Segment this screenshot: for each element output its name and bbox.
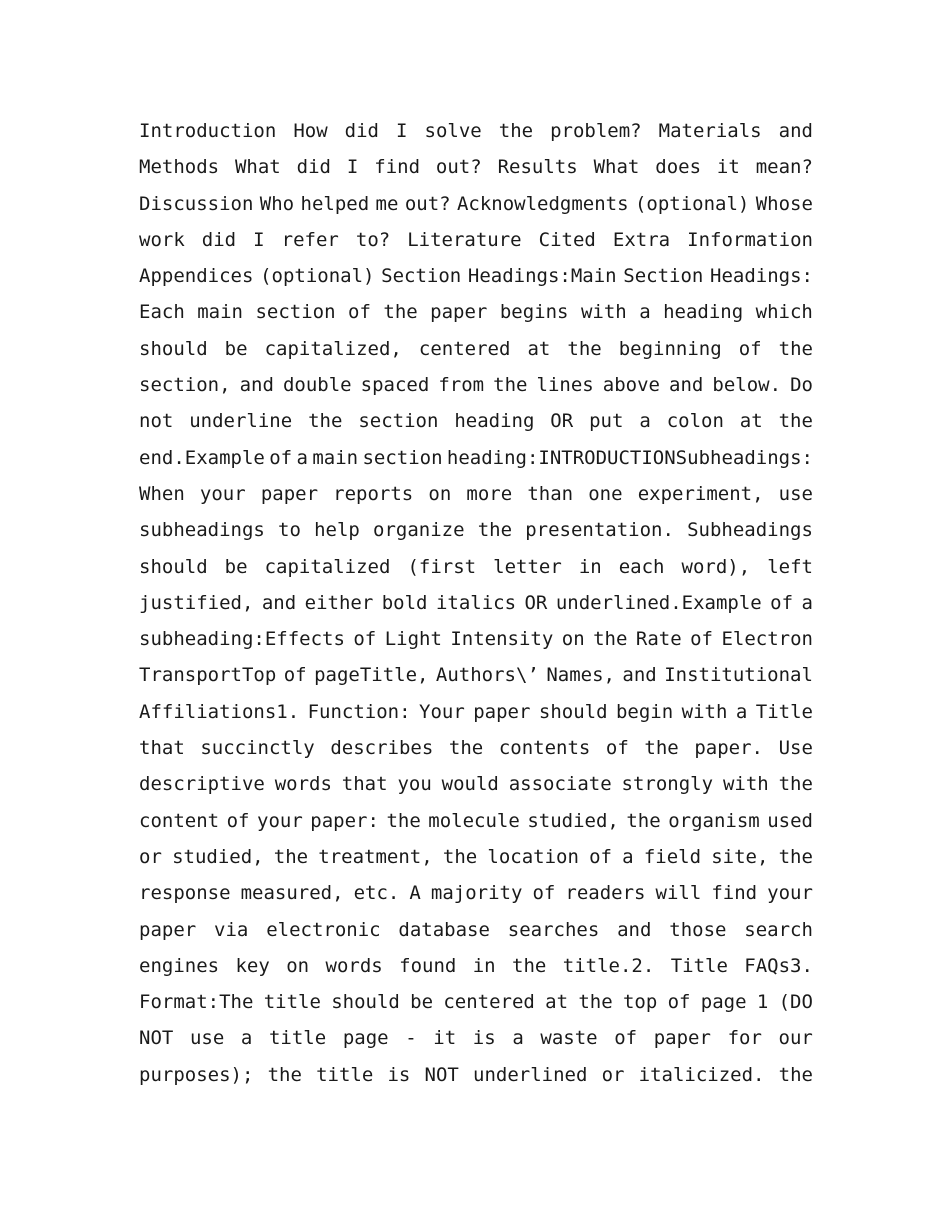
word: Light xyxy=(384,628,442,651)
word: A xyxy=(409,882,421,905)
word: a xyxy=(296,446,308,469)
word: words xyxy=(274,773,332,796)
word: a xyxy=(801,591,813,614)
word: more xyxy=(466,482,513,505)
word: section, xyxy=(139,374,231,397)
word: colon xyxy=(666,410,724,433)
word: your xyxy=(199,482,246,505)
word: lines xyxy=(536,374,594,397)
text-line xyxy=(139,476,813,512)
word: the xyxy=(778,773,813,796)
word: Use xyxy=(778,737,813,760)
word: double xyxy=(282,374,352,397)
word: help xyxy=(314,519,360,542)
word: Information xyxy=(687,228,813,251)
word: (first xyxy=(407,555,477,578)
word: I xyxy=(396,120,408,142)
word: studied, xyxy=(527,809,619,832)
word: of xyxy=(589,845,612,868)
word: which xyxy=(755,301,813,324)
word: What xyxy=(593,156,640,179)
word: letter xyxy=(493,555,562,578)
word: put xyxy=(589,410,624,433)
word: of xyxy=(770,591,794,614)
text-line xyxy=(139,258,813,294)
word: and xyxy=(622,664,657,687)
word: of xyxy=(605,737,629,760)
word: response xyxy=(139,882,231,905)
word: Intensity xyxy=(450,628,554,651)
text-line xyxy=(139,657,813,693)
word: refer xyxy=(281,228,339,251)
text-line xyxy=(139,149,813,185)
word: on xyxy=(561,628,585,651)
word: or xyxy=(139,845,162,868)
text-line xyxy=(139,621,813,657)
word: Title xyxy=(670,954,728,977)
text-line xyxy=(139,1020,813,1056)
word: the xyxy=(578,991,613,1014)
word: Each xyxy=(139,301,185,324)
word: should xyxy=(331,991,400,1014)
word: should xyxy=(139,337,208,360)
word: contents xyxy=(498,737,591,760)
word: of xyxy=(348,301,371,324)
word: of xyxy=(532,882,556,905)
word: section xyxy=(255,301,336,324)
word: of xyxy=(690,628,713,651)
word: Affiliations1. xyxy=(139,700,300,723)
word: those xyxy=(669,918,727,941)
word: Headings: xyxy=(710,265,813,288)
word: and xyxy=(669,374,704,397)
word: it xyxy=(433,1027,457,1050)
word: descriptive xyxy=(139,773,265,796)
word: use xyxy=(778,482,813,505)
word: or xyxy=(601,1063,625,1086)
word: the xyxy=(778,1063,813,1086)
word: (optional) xyxy=(260,265,375,288)
word: Introduction xyxy=(139,120,277,142)
word: Cited xyxy=(538,228,596,251)
word: on xyxy=(428,482,452,505)
text-line xyxy=(139,549,813,585)
word: work xyxy=(139,228,185,251)
word: subheadings xyxy=(139,519,265,542)
word: readers xyxy=(565,882,646,905)
word: is xyxy=(472,1027,496,1050)
word: When xyxy=(139,482,185,505)
word: to? xyxy=(355,228,391,251)
word: Extra xyxy=(612,228,671,251)
word: the xyxy=(778,410,813,433)
word: heading xyxy=(663,301,744,324)
word: italicized. xyxy=(638,1063,765,1086)
word: content xyxy=(139,809,220,832)
word: of xyxy=(269,446,293,469)
word: Materials xyxy=(658,120,762,142)
word: - xyxy=(405,1027,417,1050)
word: title.2. xyxy=(562,954,655,977)
word: NOT xyxy=(424,1063,459,1086)
word: Rate xyxy=(635,628,682,651)
word: purposes); xyxy=(139,1063,254,1086)
word: via xyxy=(214,918,249,941)
word: either xyxy=(304,591,374,614)
word: heading xyxy=(454,410,535,433)
word: the xyxy=(644,737,679,760)
word: measured, xyxy=(240,882,344,905)
word: a xyxy=(639,301,651,324)
word: a xyxy=(735,700,748,723)
word: Discussion xyxy=(139,192,254,215)
word: the xyxy=(498,120,534,142)
text-line xyxy=(139,186,813,222)
word: the xyxy=(493,374,528,397)
word: of xyxy=(738,337,762,360)
word: did xyxy=(201,228,237,251)
word: waste xyxy=(540,1027,598,1050)
word: Subheadings xyxy=(687,519,813,542)
word: title xyxy=(316,1063,374,1086)
word: used xyxy=(767,809,813,832)
word: a xyxy=(240,1027,253,1050)
word: the xyxy=(442,845,478,868)
word: you xyxy=(397,773,432,796)
word: top xyxy=(622,991,658,1014)
word: section xyxy=(358,410,439,433)
word: the xyxy=(567,337,602,360)
word: the xyxy=(778,845,813,868)
word: underlined.Example xyxy=(555,591,762,614)
word: Acknowledgments xyxy=(456,192,629,215)
word: out? xyxy=(435,156,482,179)
word: of xyxy=(226,809,250,832)
word: be xyxy=(224,337,248,360)
word: a xyxy=(639,410,651,433)
word: I xyxy=(346,156,359,179)
word: and xyxy=(617,918,652,941)
text-line xyxy=(139,730,813,766)
word: Names, xyxy=(546,664,615,687)
word: your xyxy=(257,809,303,832)
word: does xyxy=(655,156,702,179)
word: OR xyxy=(550,410,574,433)
word: me xyxy=(375,192,399,215)
word: TransportTop xyxy=(139,664,277,687)
word: Literature xyxy=(407,228,522,251)
word: beginning xyxy=(618,337,722,360)
word: did xyxy=(296,156,331,179)
word: Format:The xyxy=(139,991,254,1014)
word: experiment, xyxy=(637,482,764,505)
word: 1 xyxy=(756,991,769,1014)
text-line xyxy=(139,440,813,476)
word: the xyxy=(778,337,813,360)
word: at xyxy=(545,991,569,1014)
word: page xyxy=(342,1027,389,1050)
word: the xyxy=(308,410,343,433)
text-line xyxy=(139,766,813,802)
word: that xyxy=(139,737,185,760)
word: Headings:Main xyxy=(467,265,617,288)
word: search xyxy=(744,918,813,941)
word: the xyxy=(267,1063,302,1086)
word: spaced xyxy=(360,374,430,397)
word: in xyxy=(472,954,496,977)
word: searches xyxy=(507,918,600,941)
word: with xyxy=(580,301,627,324)
text-line xyxy=(139,948,813,984)
text-line xyxy=(139,331,813,367)
word: will xyxy=(655,882,702,905)
word: should xyxy=(139,555,208,578)
word: the xyxy=(593,628,628,651)
word: paper xyxy=(139,918,197,941)
word: page xyxy=(700,991,747,1014)
word: of xyxy=(667,991,691,1014)
word: helped xyxy=(300,192,370,215)
word: a xyxy=(622,845,634,868)
word: (optional) xyxy=(634,192,750,215)
word: find xyxy=(374,156,421,179)
text-line xyxy=(139,694,813,730)
word: database xyxy=(398,918,490,941)
word: of xyxy=(283,664,307,687)
word: (DO xyxy=(778,991,813,1014)
word: italics xyxy=(435,591,517,614)
word: underline xyxy=(189,410,293,433)
word: associate xyxy=(508,773,612,796)
word: centered xyxy=(443,991,535,1014)
word: justified, xyxy=(139,591,254,614)
text-line xyxy=(139,803,813,839)
word: How xyxy=(293,120,328,142)
word: solve xyxy=(424,120,482,142)
word: word), xyxy=(681,555,751,578)
word: main xyxy=(312,446,359,469)
word: Your xyxy=(419,700,465,723)
word: Title xyxy=(755,700,813,723)
word: Section xyxy=(623,265,704,288)
word: paper. xyxy=(694,737,763,760)
text-line xyxy=(139,912,813,948)
word: Who xyxy=(259,192,295,215)
word: paper: xyxy=(310,809,379,832)
word: NOT xyxy=(139,1027,174,1050)
word: FAQs3. xyxy=(744,954,813,977)
word: on xyxy=(286,954,310,977)
word: Whose xyxy=(755,192,813,215)
word: paper xyxy=(653,1027,711,1050)
word: it xyxy=(716,156,740,179)
text-line xyxy=(139,512,813,548)
word: mean? xyxy=(755,156,813,179)
word: a xyxy=(512,1027,524,1050)
word: above xyxy=(602,374,660,397)
word: the xyxy=(448,737,484,760)
word: would xyxy=(441,773,499,796)
word: engines xyxy=(139,954,220,977)
text-line xyxy=(139,113,813,149)
word: paper xyxy=(260,482,319,505)
word: begin xyxy=(615,700,674,723)
word: underlined xyxy=(473,1063,588,1086)
body-text xyxy=(139,113,813,1093)
word: Electron xyxy=(721,628,813,651)
text-line xyxy=(139,1057,813,1093)
word: subheading:Effects xyxy=(139,628,345,651)
word: of xyxy=(353,628,377,651)
word: centered xyxy=(418,337,511,360)
text-line xyxy=(139,367,813,403)
word: to xyxy=(278,519,301,542)
word: below. xyxy=(712,374,782,397)
word: begins xyxy=(499,301,569,324)
word: at xyxy=(527,337,551,360)
word: our xyxy=(778,1027,813,1050)
word: molecule xyxy=(428,809,520,832)
word: capitalized xyxy=(264,555,391,578)
word: majority xyxy=(430,882,523,905)
word: end.Example xyxy=(139,446,265,469)
word: be xyxy=(410,991,434,1014)
word: problem? xyxy=(550,120,642,142)
word: OR xyxy=(524,591,548,614)
word: describes xyxy=(330,737,434,760)
word: reports xyxy=(333,482,414,505)
text-line xyxy=(139,875,813,911)
word: the xyxy=(383,301,418,324)
word: Function: xyxy=(307,700,411,723)
word: Methods xyxy=(139,156,220,179)
word: treatment, xyxy=(318,845,433,868)
word: succinctly xyxy=(200,737,315,760)
word: studied, xyxy=(172,845,264,868)
word: title xyxy=(263,991,321,1014)
word: the xyxy=(626,809,661,832)
word: title xyxy=(268,1027,327,1050)
word: bold xyxy=(381,591,428,614)
word: and xyxy=(261,591,297,614)
word: What xyxy=(234,156,281,179)
word: paper xyxy=(473,700,531,723)
word: I xyxy=(253,228,265,251)
word: in xyxy=(578,555,602,578)
word: one xyxy=(588,482,623,505)
word: location xyxy=(487,845,579,868)
word: strongly xyxy=(621,773,714,796)
word: with xyxy=(722,773,769,796)
word: at xyxy=(739,410,763,433)
word: that xyxy=(341,773,388,796)
word: etc. xyxy=(353,882,400,905)
word: with xyxy=(681,700,728,723)
word: for xyxy=(727,1027,762,1050)
word: capitalized, xyxy=(264,337,402,360)
text-line xyxy=(139,294,813,330)
word: the xyxy=(477,519,513,542)
text-line xyxy=(139,403,813,439)
word: find xyxy=(711,882,758,905)
word: Appendices xyxy=(139,265,254,288)
word: field xyxy=(643,845,702,868)
word: of xyxy=(614,1027,638,1050)
word: section xyxy=(362,446,443,469)
word: presentation. xyxy=(525,519,674,542)
word: site, xyxy=(711,845,769,868)
word: Do xyxy=(790,374,813,397)
word: your xyxy=(767,882,813,905)
word: key xyxy=(235,954,270,977)
word: organize xyxy=(373,519,465,542)
word: and xyxy=(778,120,813,142)
word: left xyxy=(767,555,813,578)
word: is xyxy=(387,1063,411,1086)
word: from xyxy=(438,374,485,397)
text-line xyxy=(139,585,813,621)
word: words xyxy=(325,954,383,977)
text-line xyxy=(139,984,813,1020)
word: Results xyxy=(497,156,578,179)
word: electronic xyxy=(266,918,381,941)
word: each xyxy=(618,555,665,578)
word: be xyxy=(224,555,248,578)
word: use xyxy=(189,1027,225,1050)
word: not xyxy=(139,410,174,433)
word: Authors\’ xyxy=(435,664,539,687)
word: out? xyxy=(404,192,451,215)
word: heading:INTRODUCTIONSubheadings: xyxy=(446,446,813,469)
word: than xyxy=(527,482,574,505)
word: should xyxy=(538,700,608,723)
word: pageTitle, xyxy=(314,664,429,687)
word: the xyxy=(512,954,547,977)
word: did xyxy=(344,120,379,142)
word: Section xyxy=(381,265,462,288)
word: and xyxy=(239,374,274,397)
word: found xyxy=(399,954,457,977)
word: the xyxy=(386,809,421,832)
text-line xyxy=(139,839,813,875)
word: Institutional xyxy=(664,664,813,687)
word: paper xyxy=(430,301,488,324)
word: the xyxy=(273,845,309,868)
text-line xyxy=(139,222,813,258)
word: main xyxy=(197,301,243,324)
word: organism xyxy=(668,809,760,832)
